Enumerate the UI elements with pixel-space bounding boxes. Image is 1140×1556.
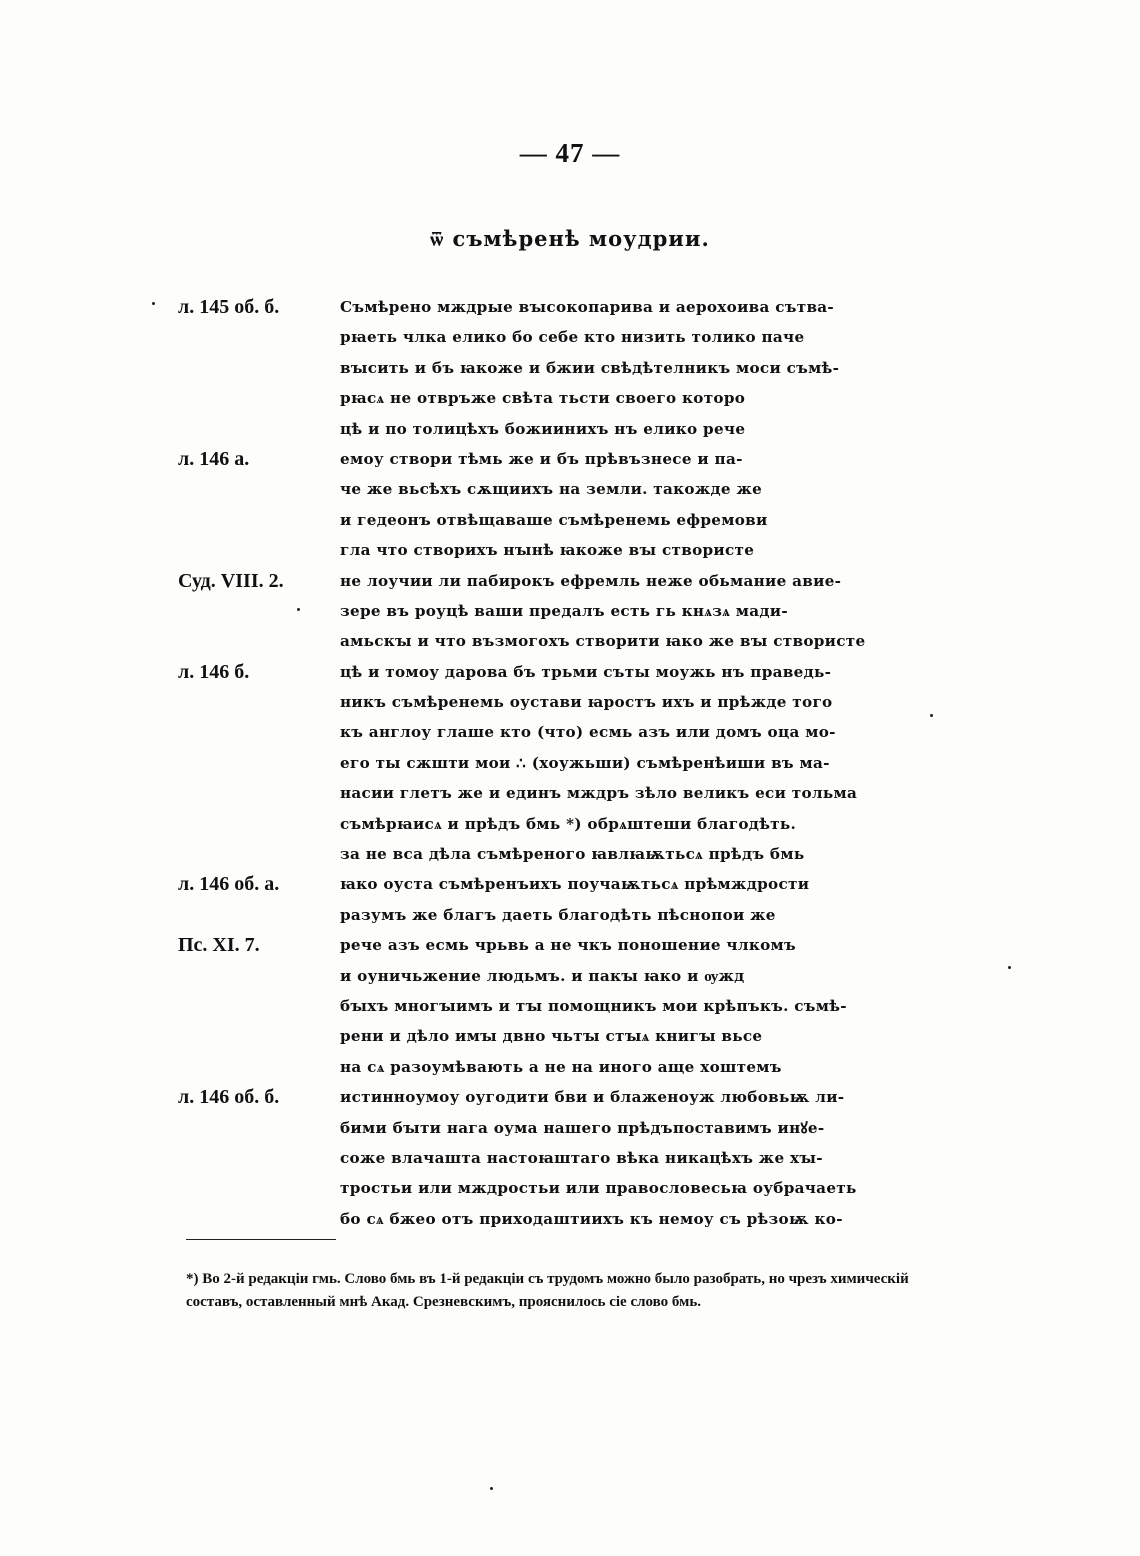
line-text: бо сѧ бжео отъ приходаштиихъ къ немоу съ рѣзоѭ ко- <box>340 1209 843 1228</box>
footnote-divider <box>186 1239 336 1240</box>
line-text: насии глетъ же и единъ мждръ зѣло великъ еси тольма <box>340 784 858 803</box>
text-line <box>0 657 1140 687</box>
text-line <box>0 961 1140 991</box>
line-text: Съмѣрено мждрые вꙑсокопарива и аерохоива сътва- <box>340 298 835 316</box>
text-line <box>0 474 1140 504</box>
line-text: на сѧ разоумѣвають а не на иного аще хоштемъ <box>340 1057 782 1076</box>
line-text: и гедеонъ отвѣщаваше съмѣренемь ефремови <box>340 510 768 529</box>
line-text: вꙑсить и бъ ꙗкоже и бжии свѣдѣтелникъ моси съмѣ- <box>340 358 840 377</box>
margin-reference: Суд. VIII. 2. <box>178 569 284 592</box>
text-line <box>0 991 1140 1021</box>
text-line <box>0 353 1140 383</box>
page-number: — 47 — <box>519 138 621 168</box>
line-text: рече азъ есмь чрьвь а не чкъ поношение члкомъ <box>340 936 796 955</box>
text-line <box>0 717 1140 747</box>
text-line <box>0 748 1140 778</box>
line-text: тростьи или мждростьи или правословесьꙗ оубрачаеть <box>340 1179 857 1198</box>
text-line <box>0 292 1140 322</box>
text-line <box>0 1082 1140 1112</box>
text-line <box>0 1052 1140 1082</box>
text-line <box>0 535 1140 565</box>
line-text: разумъ же благъ даеть благодѣть пѣснопои же <box>340 905 776 924</box>
line-text: за не вса дѣла съмѣреного ꙗвлꙗѭтьсѧ прѣдъ бмь <box>340 845 805 864</box>
scan-speck <box>930 714 933 717</box>
text-line <box>0 505 1140 535</box>
text-line <box>0 900 1140 930</box>
text-line <box>0 566 1140 596</box>
line-text: емоу створи тѣмь же и бъ прѣвъзнесе и па- <box>340 449 743 468</box>
line-text: бꙑхъ многꙑимъ и тꙑ помощникъ мои крѣпъкъ. съмѣ- <box>340 996 847 1015</box>
margin-reference: л. 146 б. <box>178 660 250 683</box>
text-line <box>0 383 1140 413</box>
margin-reference: л. 146 об. б. <box>178 1086 280 1109</box>
text-line <box>0 322 1140 352</box>
line-text: истинноумоу оугодити бви и блаженоуж любовьѭ ли- <box>340 1088 845 1107</box>
line-text: цѣ и томоу дарова бъ трьми съты моужь нъ праведь- <box>340 662 832 681</box>
line-text: гла что створихъ нꙑнѣ ꙗкоже вꙑ створисте <box>340 541 755 560</box>
text-line <box>0 1173 1140 1203</box>
line-text: не лоучии ли пабирокъ ефремль неже обьмание авие- <box>340 571 842 590</box>
text-line <box>0 809 1140 839</box>
line-text: рꙗеть члка елико бо себе кто низить толико паче <box>340 328 805 347</box>
text-line <box>0 626 1140 656</box>
line-text: рꙗсѧ не отвръже свѣта тьсти своего которо <box>340 389 746 408</box>
line-text: цѣ и по толицѣхъ божиинихъ нъ елико рече <box>340 419 746 438</box>
scan-speck <box>152 302 155 305</box>
text-line <box>0 687 1140 717</box>
margin-reference: л. 146 об. а. <box>178 873 280 896</box>
main-text-block <box>0 292 1140 1234</box>
line-text: и оуничьжение людьмъ. и пакꙑ ꙗко и ѹжд <box>340 966 745 985</box>
section-heading: ѿ съмѣренѣ моудрии. <box>430 226 710 251</box>
text-line <box>0 778 1140 808</box>
text-line <box>0 1143 1140 1173</box>
line-text: съмѣрꙗисѧ и прѣдъ бмь *) обрѧштеши благодѣть. <box>340 814 797 833</box>
footnote: *) Во 2-й редакціи гмь. Слово бмь въ 1-й редакціи съ трудомъ можно было разобрать, но чрезъ химическій составъ, оставленный мнѣ Акад. Срезневскимъ, прояснилось сіе слово бмь. <box>186 1271 909 1310</box>
line-text: рени и дѣло имꙑ двно чьтꙑ стꙑѧ книгꙑ вьсе <box>340 1027 763 1046</box>
text-line <box>0 839 1140 869</box>
margin-reference: л. 146 а. <box>178 447 250 470</box>
text-line <box>0 1113 1140 1143</box>
text-line <box>0 930 1140 960</box>
text-line <box>0 596 1140 626</box>
margin-reference: л. 145 об. б. <box>178 296 280 318</box>
line-text: зере въ роуцѣ ваши предалъ есть гь кнѧзѧ мади- <box>340 601 788 620</box>
text-line <box>0 1021 1140 1051</box>
line-text: его ты сжшти мои ∴ (хоужьши) съмѣренѣиши въ ма- <box>340 753 830 772</box>
margin-reference: Пс. XI. 7. <box>178 934 260 957</box>
scan-speck <box>297 608 300 611</box>
text-line <box>0 1204 1140 1234</box>
line-text: бими бꙑти нага оума нашего прѣдъпоставимъ инꙋе- <box>340 1118 825 1137</box>
line-text: че же вьсѣхъ сѫщиихъ на земли. такожде же <box>340 480 763 499</box>
line-text: ꙗко оуста съмѣренъихъ поучаѭтьсѧ прѣмждрости <box>340 875 810 894</box>
text-line <box>0 444 1140 474</box>
scan-speck <box>1008 966 1011 969</box>
line-text: къ англоу глаше кто (что) есмь азъ или домъ оца мо- <box>340 723 836 742</box>
text-line <box>0 414 1140 444</box>
line-text: соже влачашта настоꙗштаго вѣка никацѣхъ же хꙑ- <box>340 1148 823 1167</box>
scan-speck <box>490 1487 493 1490</box>
line-text: никъ съмѣренемь оустави ꙗростъ ихъ и прѣжде того <box>340 693 833 712</box>
line-text: амьскꙑ и что възмогохъ створити ꙗко же вꙑ створисте <box>340 632 866 651</box>
text-line <box>0 869 1140 899</box>
